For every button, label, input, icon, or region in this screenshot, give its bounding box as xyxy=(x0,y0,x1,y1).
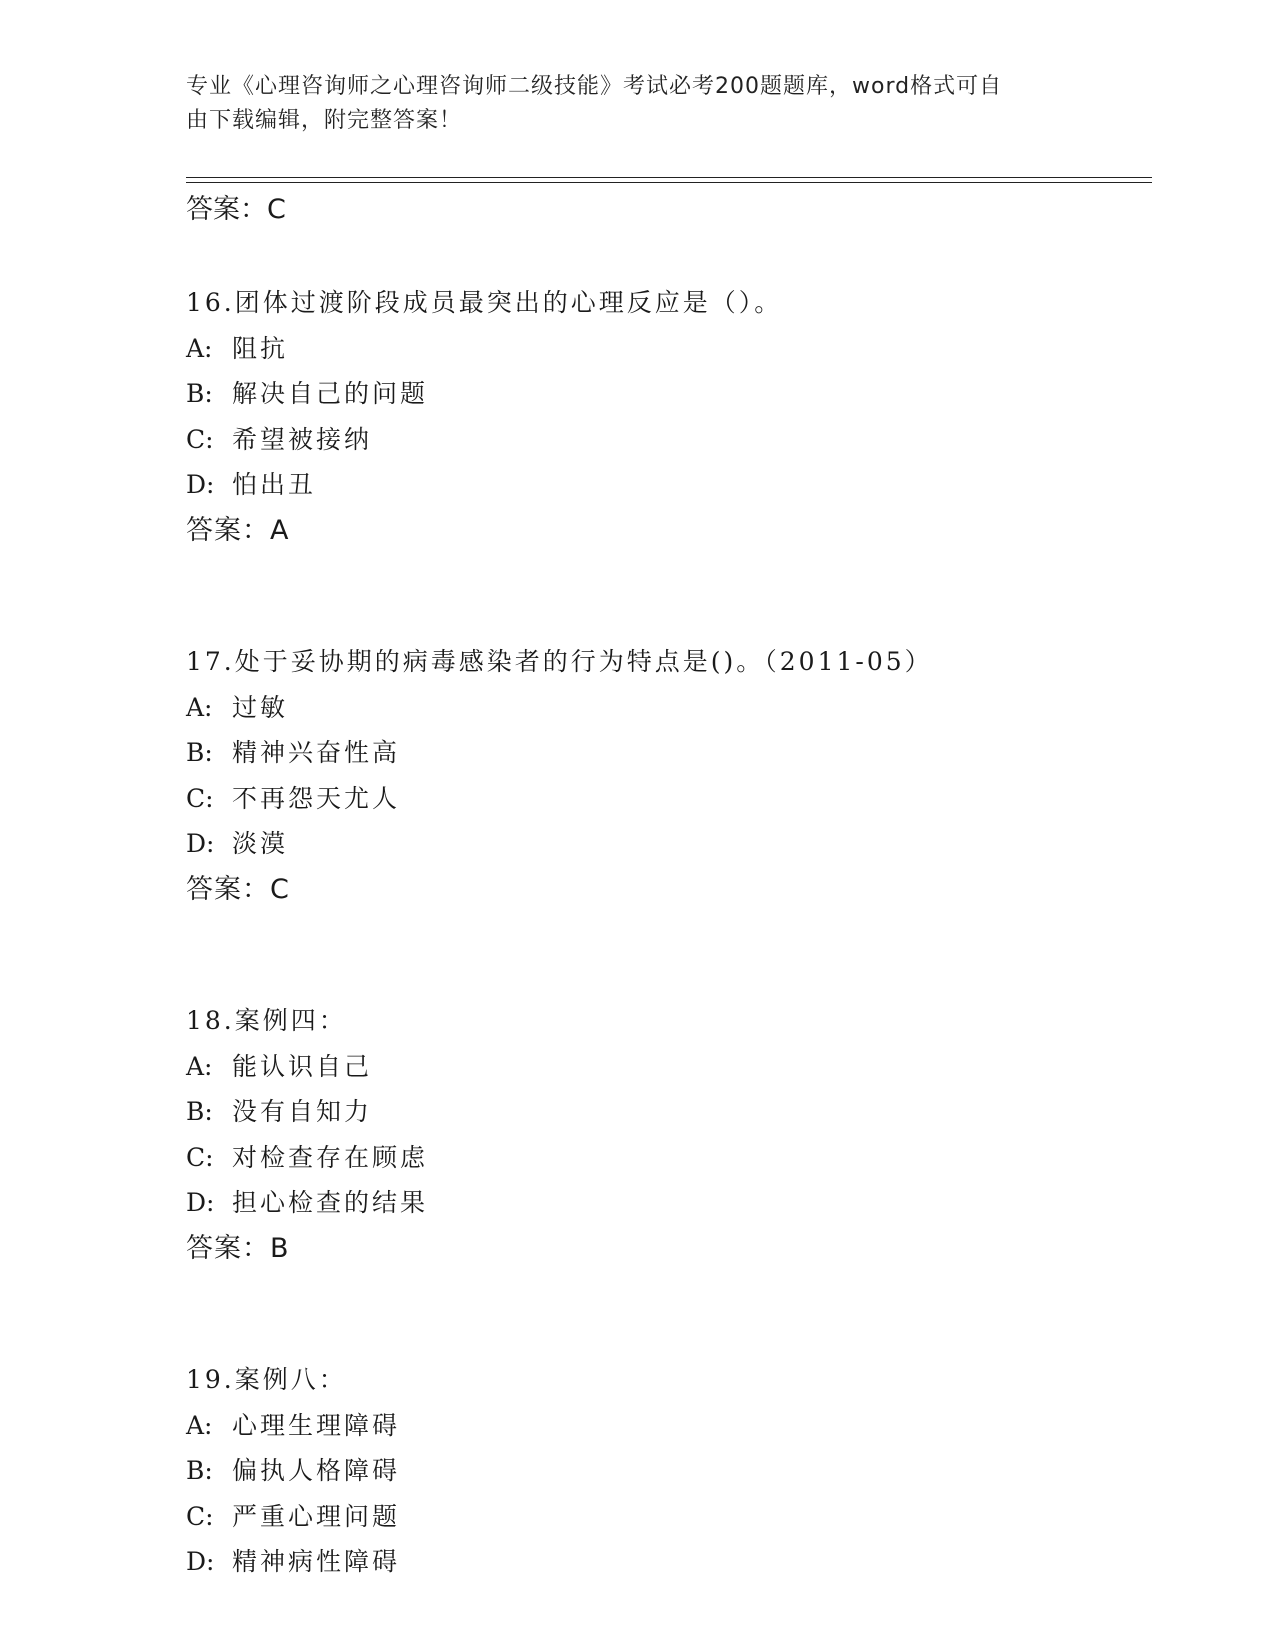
question-list xyxy=(186,280,1152,1585)
option-text: 阻抗 xyxy=(232,333,289,363)
option-letter: B: xyxy=(186,1097,213,1126)
question-title: 17.处于妥协期的病毒感染者的行为特点是()。（2011-05） xyxy=(186,647,933,676)
option-letter: D: xyxy=(186,470,215,499)
question-answer: 答案：A xyxy=(186,514,290,546)
question-19 xyxy=(186,1357,1152,1585)
option-a xyxy=(186,1403,1152,1449)
option-letter: D: xyxy=(186,1547,215,1576)
option-text: 偏执人格障碍 xyxy=(232,1456,401,1485)
option-c xyxy=(186,1135,1152,1181)
option-text: 怕出丑 xyxy=(232,470,317,499)
question-answer: 答案：C xyxy=(186,873,290,905)
option-text: 严重心理问题 xyxy=(232,1501,401,1531)
option-d xyxy=(186,1539,1152,1585)
option-b xyxy=(186,730,1152,776)
option-c xyxy=(186,417,1152,463)
question-title: 18.案例四： xyxy=(186,1006,347,1035)
document-header xyxy=(186,70,1066,138)
question-18 xyxy=(186,998,1152,1271)
option-letter: C: xyxy=(186,1501,214,1531)
option-text: 对检查存在顾虑 xyxy=(232,1142,429,1172)
option-c xyxy=(186,1494,1152,1540)
option-text: 解决自己的问题 xyxy=(232,379,429,408)
option-letter: D: xyxy=(186,1188,215,1217)
question-16 xyxy=(186,280,1152,553)
option-d xyxy=(186,462,1152,508)
option-d xyxy=(186,1180,1152,1226)
option-letter: C: xyxy=(186,783,214,813)
option-text: 精神兴奋性高 xyxy=(232,738,401,767)
option-text: 没有自知力 xyxy=(232,1097,373,1126)
header-line-1: 专业《心理咨询师之心理咨询师二级技能》考试必考200题题库，word格式可自 xyxy=(186,74,1003,99)
option-text: 过敏 xyxy=(232,692,289,722)
option-letter: A: xyxy=(186,692,213,722)
option-letter: B: xyxy=(186,1456,213,1485)
option-b xyxy=(186,1089,1152,1135)
option-text: 希望被接纳 xyxy=(232,424,373,454)
option-a xyxy=(186,1044,1152,1090)
option-letter: C: xyxy=(186,424,214,454)
previous-answer: 答案：C xyxy=(186,194,286,225)
option-b xyxy=(186,1448,1152,1494)
option-letter: B: xyxy=(186,738,213,767)
option-d xyxy=(186,821,1152,867)
option-letter: A: xyxy=(186,1410,213,1440)
option-text: 淡漠 xyxy=(232,829,289,858)
question-title: 19.案例八： xyxy=(186,1365,347,1394)
option-letter: C: xyxy=(186,1142,214,1172)
option-text: 能认识自己 xyxy=(232,1051,373,1081)
option-letter: A: xyxy=(186,1051,213,1081)
header-divider-bottom xyxy=(186,182,1152,183)
option-text: 心理生理障碍 xyxy=(232,1410,401,1440)
option-a xyxy=(186,326,1152,372)
option-letter: D: xyxy=(186,829,215,858)
header-divider-top xyxy=(186,177,1152,178)
option-c xyxy=(186,776,1152,822)
option-a xyxy=(186,685,1152,731)
option-text: 不再怨天尤人 xyxy=(232,783,401,813)
question-17 xyxy=(186,639,1152,912)
question-title: 16.团体过渡阶段成员最突出的心理反应是（）。 xyxy=(186,288,783,317)
header-line-2: 由下载编辑，附完整答案！ xyxy=(186,108,463,133)
option-b xyxy=(186,371,1152,417)
question-answer: 答案：B xyxy=(186,1232,290,1264)
option-text: 担心检查的结果 xyxy=(232,1188,429,1217)
option-letter: B: xyxy=(186,379,213,408)
option-letter: A: xyxy=(186,333,213,363)
option-text: 精神病性障碍 xyxy=(232,1547,401,1576)
